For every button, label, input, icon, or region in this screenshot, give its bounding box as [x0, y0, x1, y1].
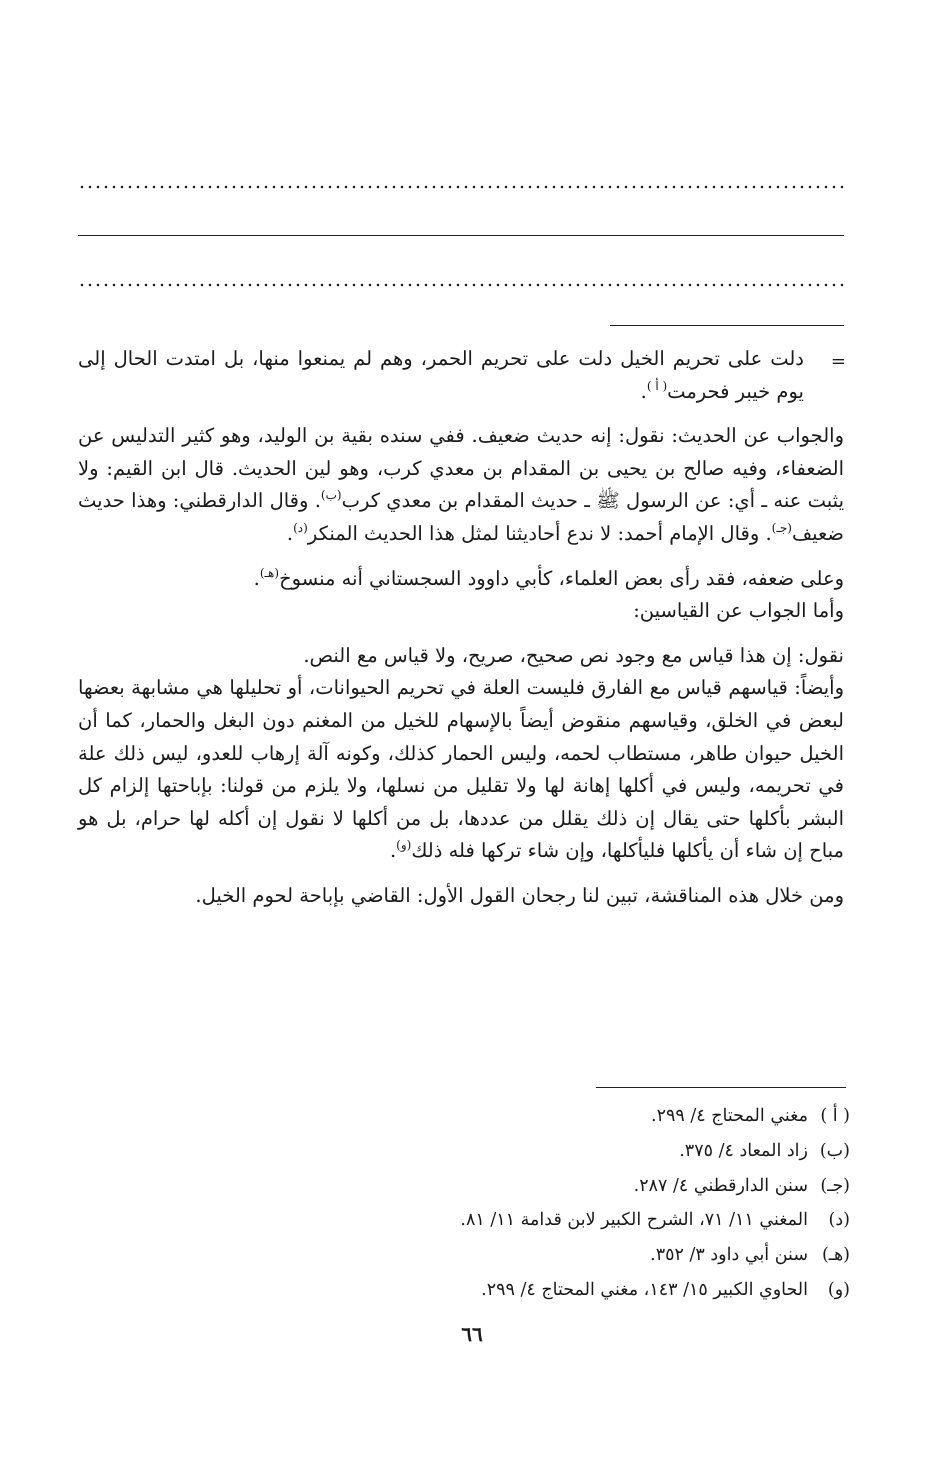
footnote-rule	[596, 1087, 846, 1088]
footnote-ref: (و)	[396, 838, 412, 853]
continuation-rule	[610, 325, 844, 326]
footnote-mark: (و)	[827, 1279, 850, 1300]
footnote-ref: ( أ )	[646, 378, 668, 393]
paragraph-3: وعلى ضعفه، فقد رأى بعض العلماء، كأبي داوود السجستاني أنه منسوخ$^{(هـ)}$.	[253, 565, 844, 590]
footnote-item	[350, 1099, 850, 1134]
footnote-item	[350, 1134, 850, 1169]
footnote-text: سنن أبي داود ٣/ ٣٥٢.	[650, 1245, 808, 1266]
footnote-item	[350, 1238, 850, 1273]
footnote-item	[350, 1169, 850, 1204]
footnote-item	[350, 1273, 850, 1308]
footnote-ref: (هـ)	[259, 565, 280, 580]
footnote-mark: ( أ )	[820, 1106, 850, 1126]
paragraph-6: وأيضاً: قياسهم قياس مع الفارق فليست العلة في تحريم الحيوانات، أو تحليلها هي مشابهة بعضها لبعض في الخلق، وقياسهم منقوض أيضاً بالإسهام للخيل من المغنم دون البغل والحمار، كما أن الخيل حيوان طاهر، مستطاب لحمه، وليس الحمار كذلك، وكونه آلة إرهاب للعدو، ليس ذلك علة في تحريمه، وليس في أكلها إهانة لها ولا تقليل من نسلها، ولا يلزم من قولنا: بإباحتها إلزام كل البشر بأكلها حتى يقال إن ذلك يقلل من عددها، بل من أكلها لا نقول إن أكله لها حرام، بل هو مباح إن شاء أن يأكلها فليأكلها، وإن شاء تركها فله ذلك$^{(و)}$.	[78, 676, 844, 863]
paragraph-1: دلت على تحريم الخيل دلت على تحريم الحمر، وهم لم يمنعوا منها، بل امتدت الحال إلى يوم خيبر فحرمت$^{( أ )}$.	[78, 347, 804, 403]
footnote-text: مغني المحتاج ٤/ ٢٩٩.	[651, 1106, 808, 1126]
footnote-text: المغني ١١/ ٧١، الشرح الكبير لابن قدامة ١١/ ٨١.	[460, 1210, 808, 1231]
footnote-text: زاد المعاد ٤/ ٣٧٥.	[679, 1140, 808, 1161]
footnote-mark: (جـ)	[820, 1175, 850, 1196]
dotted-separator-bottom	[78, 283, 844, 287]
paragraph-7: ومن خلال هذه المناقشة، تبين لنا رجحان القول الأول: القاضي بإباحة لحوم الخيل.	[195, 883, 844, 907]
footnote-mark: (د)	[828, 1210, 850, 1231]
footnote-mark: (ب)	[819, 1140, 850, 1161]
footnote-item	[350, 1203, 850, 1238]
footnote-text: سنن الدارقطني ٤/ ٢٨٧.	[633, 1175, 808, 1196]
paragraph-5: نقول: إن هذا قياس مع وجود نص صحيح، صريح، ولا قياس مع النص.	[303, 643, 844, 667]
continuation-mark: =	[830, 351, 846, 372]
horizontal-rule	[78, 235, 844, 236]
footnote-mark: (هـ)	[821, 1245, 850, 1266]
dotted-separator-top	[78, 185, 844, 189]
footnotes	[350, 1099, 850, 1308]
main-text	[78, 343, 844, 913]
footnote-ref: (جـ)	[771, 520, 792, 535]
page-number: ٦٦	[461, 1322, 483, 1346]
paragraph-2: والجواب عن الحديث: نقول: إنه حديث ضعيف. ففي سنده بقية بن الوليد، وهو كثير التدليس عن الضعفاء، وفيه صالح بن يحيى بن المقدام بن معدي كرب، وهو لين الحديث. قال ابن القيم: ولا يثبت عنه ـ أي: عن الرسول ﷺ ـ حديث المقدام بن معدي كرب$^{(ب)}$. وقال الدارقطني: وهذا حديث ضعيف$^{(جـ)}$. وقال الإمام أحمد: لا ندع أحاديثنا لمثل هذا الحديث المنكر$^{(د)}$.	[78, 424, 844, 545]
paragraph-4: وأما الجواب عن القياسين:	[633, 599, 844, 623]
footnote-ref: (ب)	[320, 488, 342, 503]
footnote-ref: (د)	[293, 520, 308, 535]
footnote-text: الحاوي الكبير ١٥/ ١٤٣، مغني المحتاج ٤/ ٢٩٩.	[481, 1279, 808, 1300]
